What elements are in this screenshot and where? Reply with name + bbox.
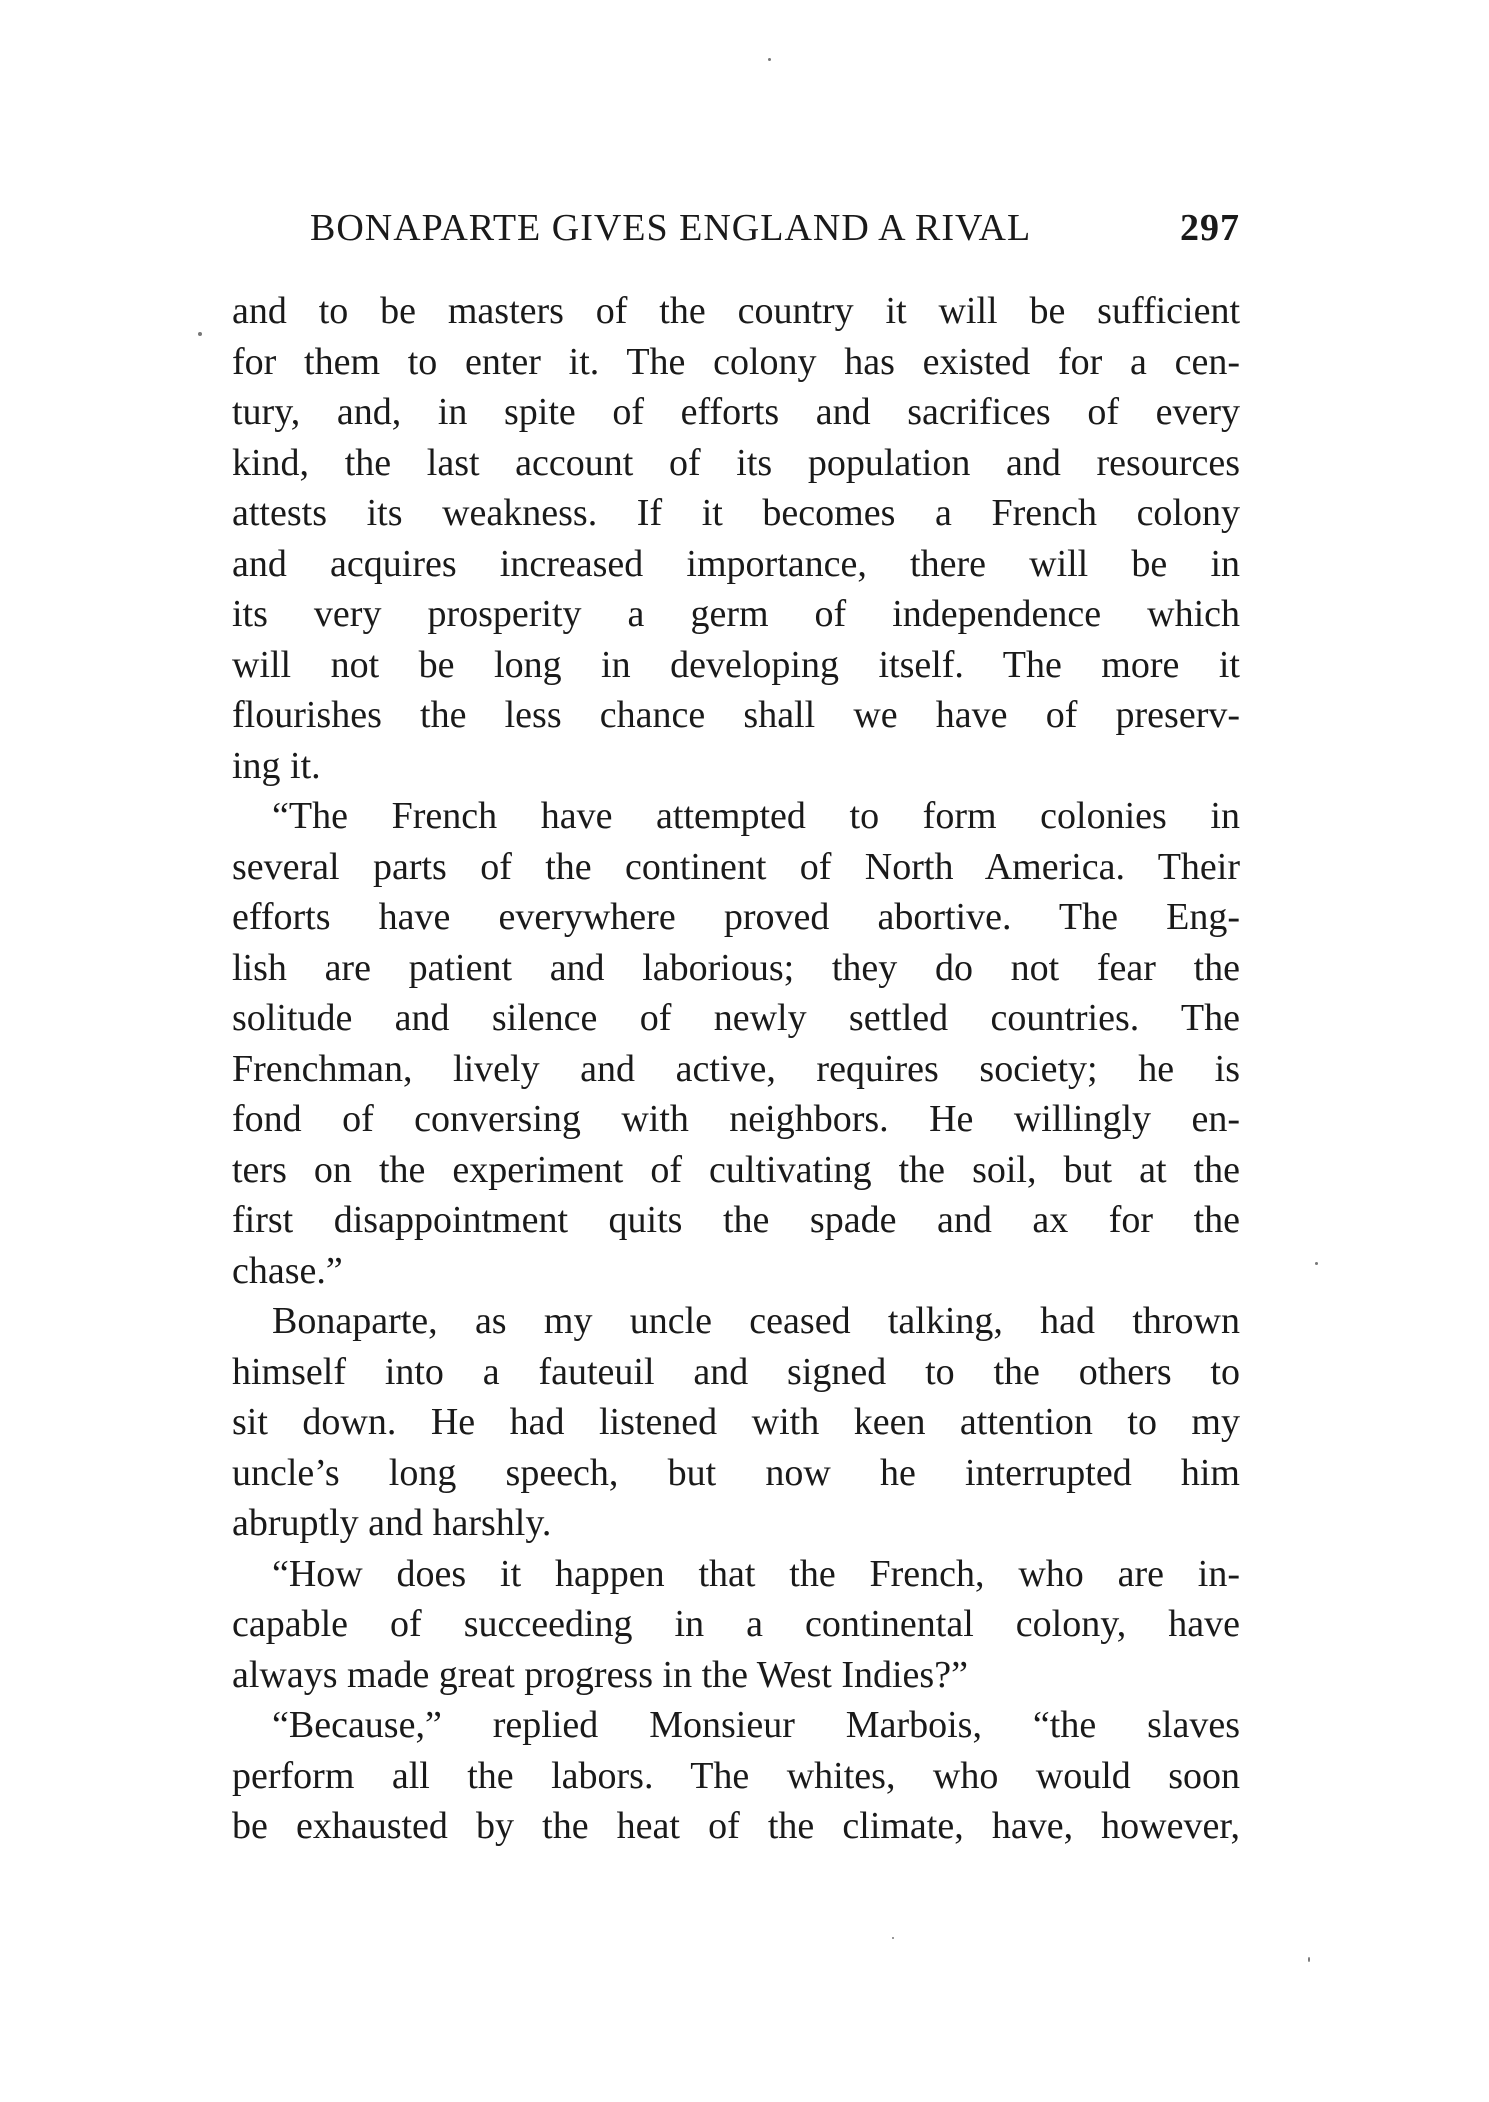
paragraph — [232, 791, 1240, 1296]
running-head — [310, 203, 1240, 253]
scan-speck — [768, 58, 771, 61]
text-line: solitude and silence of newly settled countries. The — [232, 997, 1240, 1039]
text-line: “Because,” replied Monsieur Marbois, “the slaves — [272, 1704, 1240, 1746]
text-line: lish are patient and laborious; they do not fear the — [232, 946, 1240, 989]
text-line: first disappointment quits the spade and ax for the — [232, 1199, 1240, 1241]
text-line: and acquires increased importance, there will be in — [232, 542, 1240, 585]
text-line: himself into a fauteuil and signed to the others to — [232, 1350, 1240, 1393]
text-line: capable of succeeding in a continental colony, have — [232, 1603, 1240, 1645]
text-line: several parts of the continent of North America. Their — [232, 845, 1240, 888]
text-line: ing it. — [232, 744, 321, 787]
scan-speck — [892, 1937, 894, 1939]
text-line: Bonaparte, as my uncle ceased talking, had thrown — [272, 1300, 1240, 1342]
text-line: always made great progress in the West Indies?” — [232, 1653, 968, 1696]
scan-speck — [198, 332, 202, 336]
text-line: fond of conversing with neighbors. He willingly en- — [232, 1098, 1240, 1140]
text-line: ters on the experiment of cultivating the soil, but at the — [232, 1148, 1240, 1191]
text-line: perform all the labors. The whites, who would soon — [232, 1754, 1240, 1797]
text-line: Frenchman, lively and active, requires society; he is — [232, 1047, 1240, 1090]
text-line: efforts have everywhere proved abortive. The Eng- — [232, 896, 1240, 938]
text-line: sit down. He had listened with keen attention to my — [232, 1401, 1240, 1443]
scan-speck — [1315, 1262, 1318, 1265]
text-line: “How does it happen that the French, who are in- — [272, 1552, 1240, 1595]
text-line: kind, the last account of its population and resources — [232, 441, 1240, 484]
paragraph — [232, 1700, 1240, 1852]
text-line: be exhausted by the heat of the climate, have, however, — [232, 1805, 1240, 1847]
text-line: tury, and, in spite of efforts and sacrifices of every — [232, 391, 1240, 433]
text-line: chase.” — [232, 1249, 343, 1292]
text-line: and to be masters of the country it will be sufficient — [232, 290, 1240, 332]
scan-speck — [1308, 1957, 1310, 1962]
paragraph — [232, 1296, 1240, 1549]
text-line: for them to enter it. The colony has existed for a cen- — [232, 340, 1240, 383]
text-line: “The French have attempted to form colonies in — [272, 795, 1240, 837]
text-line: attests its weakness. If it becomes a French colony — [232, 492, 1240, 534]
paragraph — [232, 286, 1240, 791]
text-line: will not be long in developing itself. The more it — [232, 643, 1240, 686]
paragraph — [232, 1549, 1240, 1701]
text-line: flourishes the less chance shall we have of preserv- — [232, 694, 1240, 736]
body-text — [232, 286, 1240, 1852]
text-line: abruptly and harshly. — [232, 1502, 552, 1544]
running-head-title: BONAPARTE GIVES ENGLAND A RIVAL — [310, 207, 1032, 249]
page-number: 297 — [1180, 207, 1240, 249]
text-line: uncle’s long speech, but now he interrupted him — [232, 1451, 1240, 1494]
text-line: its very prosperity a germ of independence which — [232, 593, 1240, 635]
